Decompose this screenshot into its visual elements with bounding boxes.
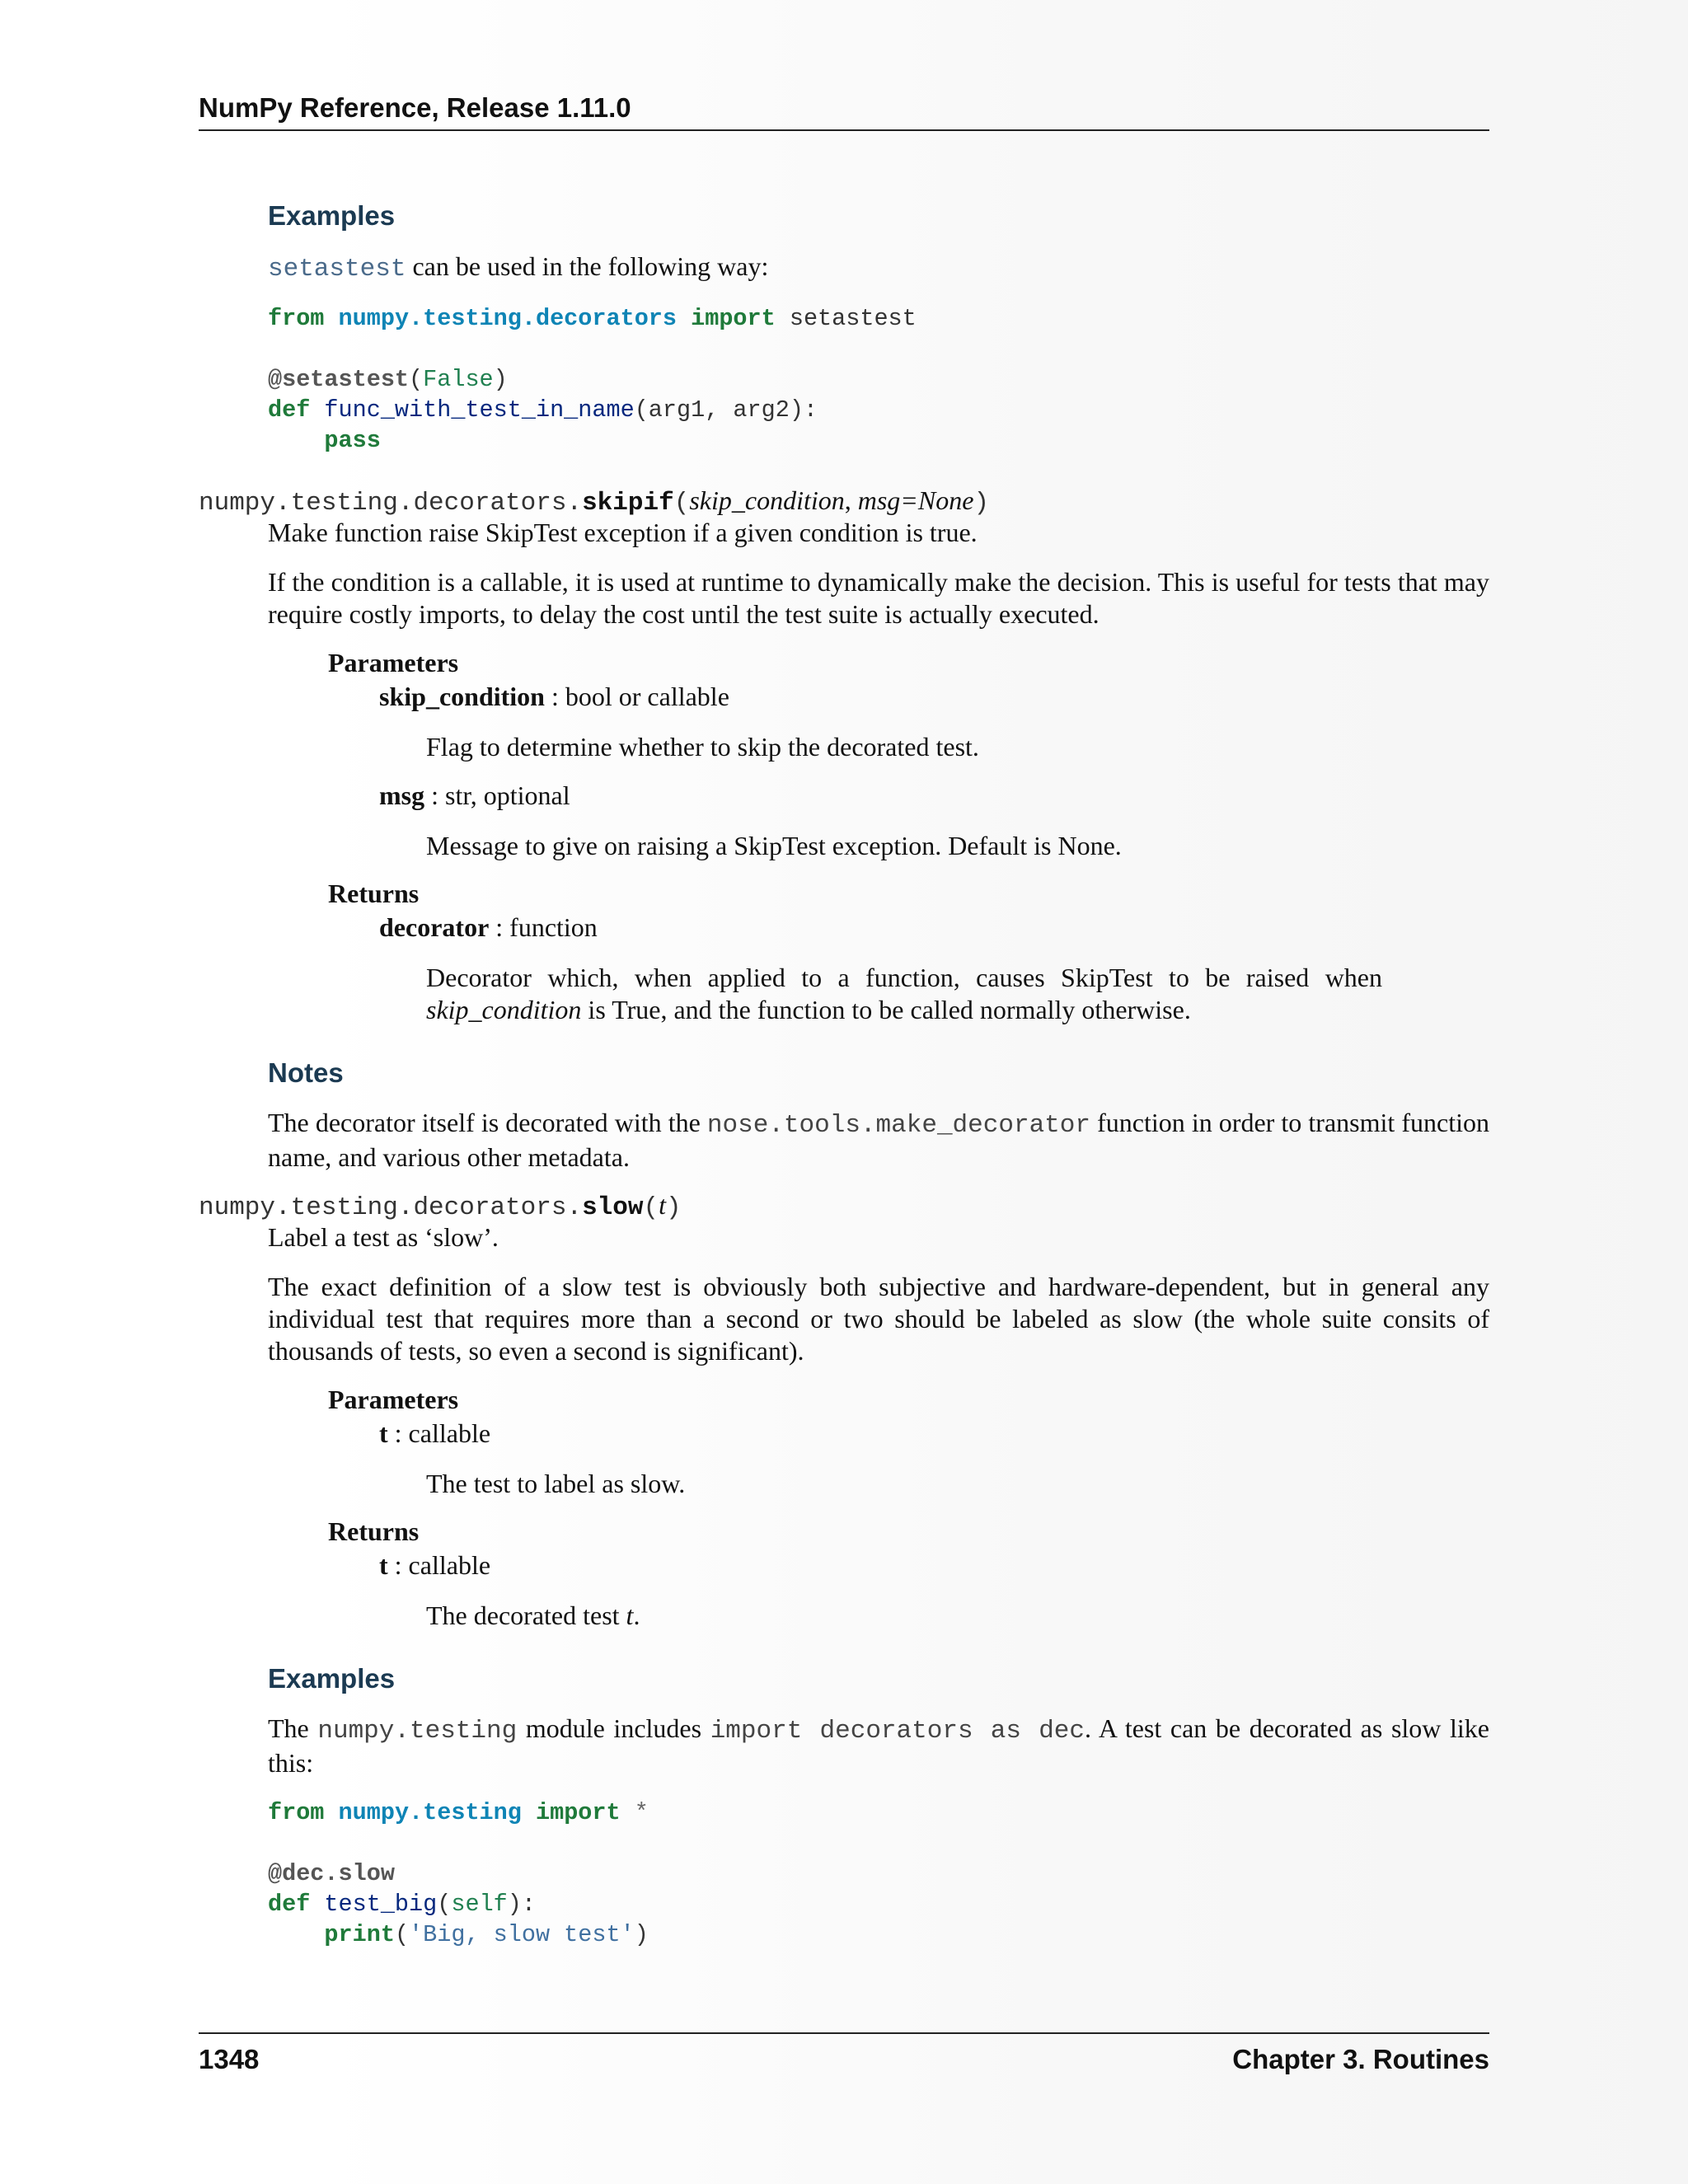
skipif-parameters-label: Parameters — [328, 648, 459, 677]
skipif-name: skipif — [582, 489, 674, 518]
chapter-title: Chapter 3. Routines — [1232, 2044, 1489, 2074]
slow-name: slow — [582, 1193, 644, 1222]
page-number: 1348 — [199, 2044, 260, 2074]
slow-examples-heading: Examples — [268, 1663, 396, 1694]
setastest-code-block: from numpy.testing.decorators import setastest @setastest(False) def func_with_test_in_name(arg1, arg2): pass — [268, 305, 917, 454]
skipif-return-decorator-desc: Decorator which, when applied to a function, causes SkipTest to be raised when skip_condition is True, and the function to be called normally otherwise. — [426, 963, 1382, 1024]
slow-param-t-desc: The test to label as slow. — [426, 1469, 686, 1498]
slow-return-t-desc: The decorated test t. — [426, 1601, 640, 1630]
skipif-notes: The decorator itself is decorated with the nose.tools.make_decorator function in order to transmit function name, and various other metadata. — [268, 1108, 1490, 1172]
skipif-return-decorator: decorator : function — [379, 912, 598, 942]
slow-signature: numpy.testing.decorators.slow(t) — [199, 1190, 682, 1222]
skipif-param-msg-desc: Message to give on raising a SkipTest exception. Default is None. — [426, 831, 1122, 860]
skipif-summary: Make function raise SkipTest exception if a given condition is true. — [268, 518, 978, 547]
footer-rule — [199, 2032, 1489, 2034]
notes-heading: Notes — [268, 1057, 344, 1088]
header-rule — [199, 129, 1489, 131]
slow-summary: Label a test as ‘slow’. — [268, 1222, 499, 1252]
running-header: NumPy Reference, Release 1.11.0 — [199, 92, 631, 123]
examples-heading: Examples — [268, 200, 396, 231]
skipif-signature: numpy.testing.decorators.skipif(skip_condition, msg=None) — [199, 485, 990, 518]
slow-return-t: t : callable — [379, 1550, 491, 1580]
slow-param-t: t : callable — [379, 1418, 491, 1448]
skipif-param-msg: msg : str, optional — [379, 780, 570, 810]
slow-examples-intro: The numpy.testing module includes import decorators as dec. A test can be decorated as slow like this: — [268, 1713, 1490, 1778]
skipif-returns-label: Returns — [328, 879, 420, 908]
slow-parameters-label: Parameters — [328, 1385, 459, 1414]
skipif-param-skip-condition-desc: Flag to determine whether to skip the decorated test. — [426, 732, 979, 762]
slow-code-block: from numpy.testing import * @dec.slow def test_big(self): print('Big, slow test') — [268, 1799, 649, 1948]
skipif-param-skip-condition: skip_condition : bool or callable — [379, 682, 729, 711]
slow-description: The exact definition of a slow test is obviously both subjective and hardware-dependent, but in general any individual test that requires more than a second or two should be labeled as slow (the whole suite consits of thousands of tests, so even a second is significant). — [268, 1272, 1489, 1366]
setastest-link[interactable]: setastest — [268, 255, 406, 284]
slow-returns-label: Returns — [328, 1516, 420, 1546]
skipif-description: If the condition is a callable, it is used at runtime to dynamically make the decision. This is useful for tests that may require costly imports, to delay the cost until the test suite is actually executed. — [268, 567, 1489, 629]
setastest-intro: setastest can be used in the following way: — [268, 251, 769, 284]
